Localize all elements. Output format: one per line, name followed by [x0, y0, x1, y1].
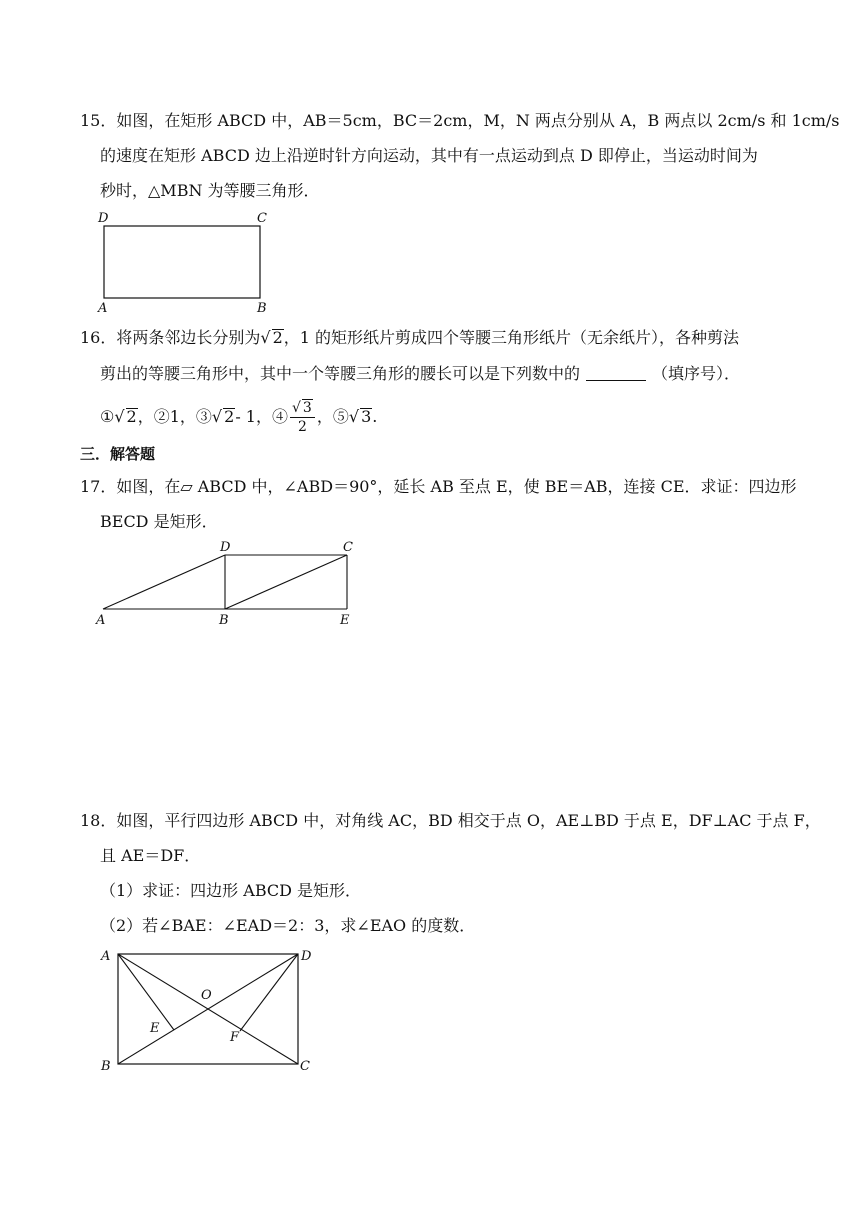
q16-opt4-num-radicand: 3 — [302, 400, 312, 416]
q16-line1-pre: 16．将两条邻边长分别为 — [80, 328, 261, 347]
q18-rectangle-figure — [90, 940, 330, 1080]
q18-label-d: D — [301, 949, 312, 964]
q17-parallelogram-figure — [90, 540, 365, 630]
q17-line-2: BECD 是矩形． — [100, 512, 218, 531]
q18-label-f: F — [230, 1030, 240, 1045]
q18-label-o: O — [201, 988, 212, 1003]
q15-line-1: 15．如图，在矩形 ABCD 中，AB＝5cm，BC＝2cm，M，N 两点分别从 A，B 两点以 2cm/s 和 1cm/s — [80, 111, 840, 130]
q17-line-1: 17．如图，在▱ ABCD 中，∠ABD＝90°，延长 AB 至点 E，使 BE＝AB，连接 CE．求证：四边形 — [80, 477, 797, 496]
q17-segment-ad — [103, 555, 225, 609]
section-heading: 三．解答题 — [80, 445, 156, 463]
q16-opt1-label: ① — [100, 407, 115, 426]
q16-line1-post: ，1 的矩形纸片剪成四个等腰三角形纸片（无余纸片），各种剪法 — [283, 328, 740, 347]
q16-opt2: ，②1，③ — [137, 407, 212, 426]
q16-line2-pre: 剪出的等腰三角形中，其中一个等腰三角形的腰长可以是下列数中的 — [100, 364, 581, 383]
q16-opt5-sqrt-sign: √ — [348, 407, 360, 426]
q17-segment-bc — [225, 555, 347, 609]
q15-label-b: B — [257, 301, 267, 316]
q18-part-2: （2）若∠BAE：∠EAD＝2：3，求∠EAO 的度数． — [100, 916, 476, 935]
q17-label-b: B — [219, 613, 229, 628]
q15-label-d: D — [98, 211, 109, 226]
q15-rectangle-figure — [90, 208, 280, 316]
q18-line-2: 且 AE＝DF． — [100, 846, 201, 865]
q16-opt3-post: - 1，④ — [235, 407, 288, 426]
q17-label-a: A — [96, 613, 106, 628]
q18-line-1: 18．如图，平行四边形 ABCD 中，对角线 AC，BD 相交于点 O，AE⊥BD 于点 E，DF⊥AC 于点 F， — [80, 811, 821, 830]
q16-opt5-post: . — [372, 407, 378, 426]
q16-opt5-radicand: 3 — [361, 407, 372, 426]
q17-label-e: E — [340, 613, 350, 628]
q16-answer-blank[interactable] — [586, 364, 646, 381]
q16-line-2 — [100, 363, 740, 385]
q15-line-2: 的速度在矩形 ABCD 边上沿逆时针方向运动，其中有一点运动到点 D 即停止，当运动时间为 — [100, 146, 758, 165]
q18-label-a: A — [101, 949, 111, 964]
q16-opt4-numerator: √ 3 — [290, 399, 315, 418]
q16-opt4-denominator: 2 — [297, 419, 307, 435]
q16-line2-post: （填序号）． — [652, 364, 741, 383]
q16-line-1 — [80, 327, 739, 349]
q18-segment-df — [240, 954, 298, 1031]
q18-part-1: （1）求证：四边形 ABCD 是矩形． — [100, 881, 362, 900]
q16-opt5-pre: ，⑤ — [316, 407, 349, 426]
q17-label-d: D — [220, 540, 231, 555]
q16-radicand: 2 — [272, 328, 283, 347]
q16-opt4-fraction — [290, 399, 315, 436]
q18-label-b: B — [101, 1059, 111, 1074]
q16-opt1-radicand: 2 — [126, 407, 137, 426]
q16-opt3-radicand: 2 — [224, 407, 235, 426]
q16-sqrt-sign: √ — [260, 328, 271, 347]
q18-segment-ae — [118, 954, 174, 1030]
q16-opt1-sqrt-sign: √ — [114, 407, 125, 426]
q15-label-a: A — [98, 301, 108, 316]
q16-opt3-sqrt-sign: √ — [211, 407, 223, 426]
q15-label-c: C — [257, 211, 267, 226]
q18-label-e: E — [150, 1021, 160, 1036]
q16-options-line — [100, 399, 377, 436]
q18-label-c: C — [300, 1059, 310, 1074]
q15-line-3: 秒时，△MBN 为等腰三角形． — [100, 181, 320, 200]
q15-rect-abcd — [104, 226, 260, 298]
q17-label-c: C — [343, 540, 353, 555]
